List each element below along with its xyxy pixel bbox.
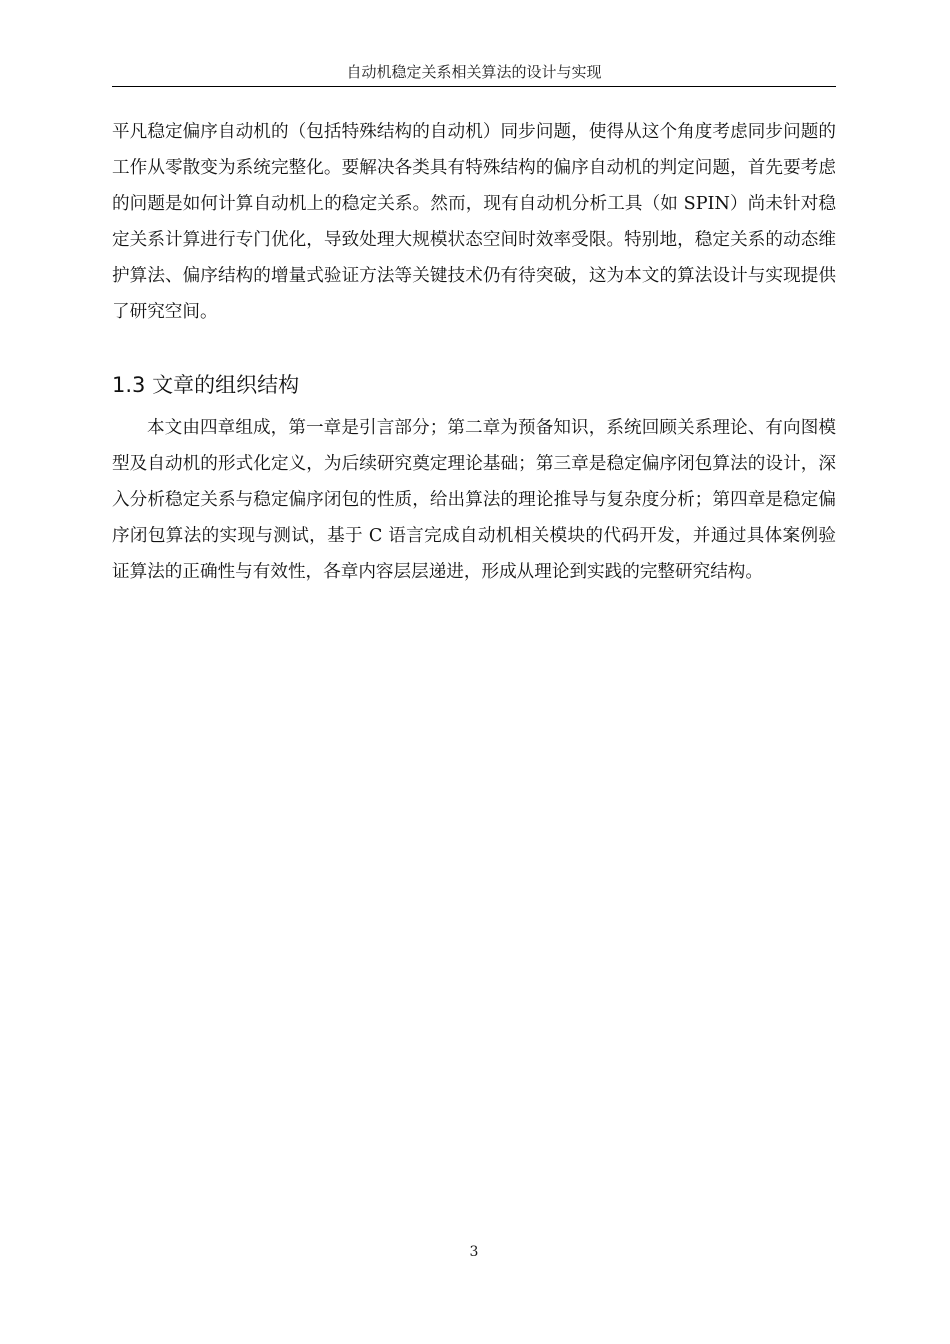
body-paragraph-1: 平凡稳定偏序自动机的（包括特殊结构的自动机）同步问题，使得从这个角度考虑同步问题的工作从零散变为系统完整化。要解决各类具有特殊结构的偏序自动机的判定问题，首先要考虑的问题是如何计算自动机上的稳定关系。然而，现有自动机分析工具（如 SPIN）尚未针对稳定关系计算进行专门优化，导致处理大规模状态空间时效率受限。特别地，稳定关系的动态维护算法、偏序结构的增量式验证方法等关键技术仍有待突破，这为本文的算法设计与实现提供了研究空间。 <box>112 122 836 322</box>
section-heading: 1.3 文章的组织结构 <box>112 373 300 397</box>
header-divider <box>112 86 836 87</box>
body-paragraph-2: 本文由四章组成，第一章是引言部分；第二章为预备知识，系统回顾关系理论、有向图模型及自动机的形式化定义，为后续研究奠定理论基础；第三章是稳定偏序闭包算法的设计，深入分析稳定关系与稳定偏序闭包的性质，给出算法的理论推导与复杂度分析；第四章是稳定偏序闭包算法的实现与测试，基于 C 语言完成自动机相关模块的代码开发，并通过具体案例验证算法的正确性与有效性，各章内容层层递进，形成从理论到实践的完整研究结构。 <box>112 418 836 582</box>
running-header-title: 自动机稳定关系相关算法的设计与实现 <box>346 63 602 81</box>
page-number: 3 <box>469 1244 479 1260</box>
